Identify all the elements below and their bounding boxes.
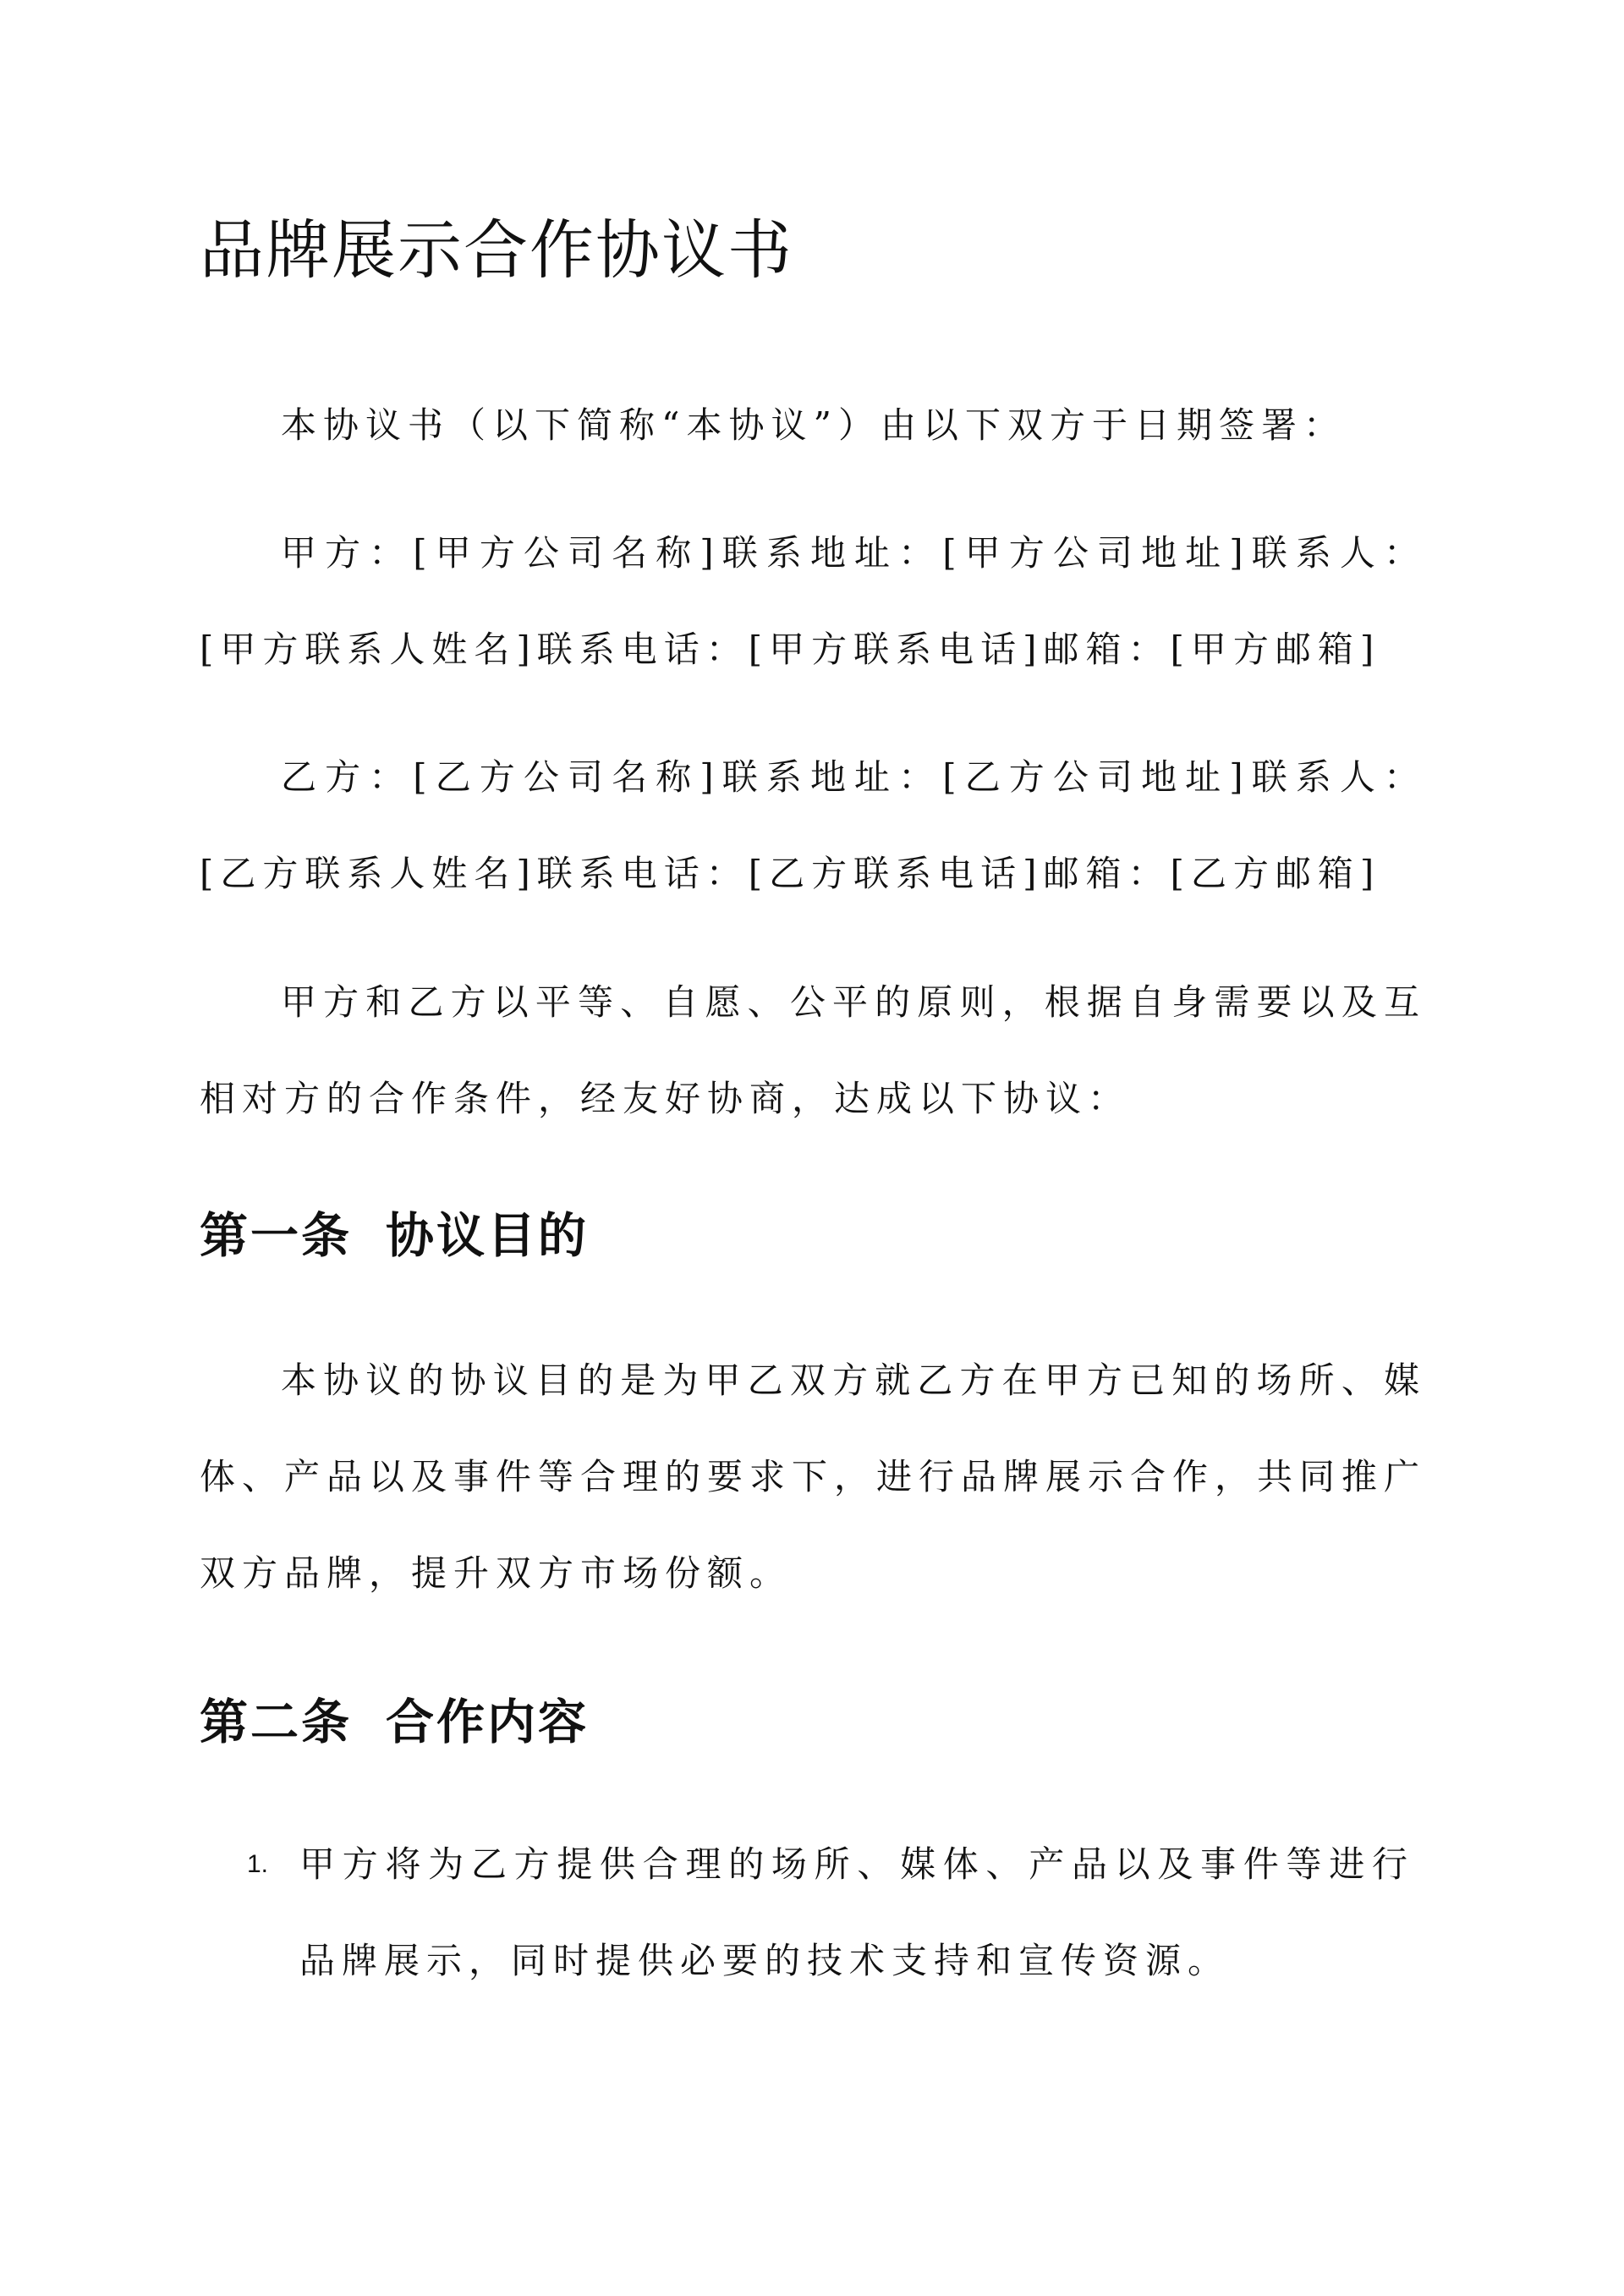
section-1-body: 本协议的协议目的是为甲乙双方就乙方在甲方已知的场所、媒体、产品以及事件等合理的要求下，进行品牌展示合作，共同推广双方品牌，提升双方市场份额。	[200, 1359, 1427, 1594]
intro-paragraph: 本协议书（以下简称“本协议”）由以下双方于日期签署：	[281, 404, 1346, 446]
section-1-number: 第一条	[200, 1207, 352, 1264]
principle-paragraph: 甲方和乙方以平等、自愿、公平的原则，根据自身需要以及互相对方的合作条件，经友好协商，达成以下协议：	[200, 981, 1426, 1119]
section-2-heading	[200, 1684, 589, 1753]
party-b-paragraph: 乙方：[乙方公司名称]联系地址：[乙方公司地址]联系人：[乙方联系人姓名]联系电话：[乙方联系电话]邮箱：[乙方邮箱]	[200, 756, 1426, 894]
list-item-text: 甲方将为乙方提供合理的场所、媒体、产品以及事件等进行品牌展示，同时提供必要的技术支持和宣传资源。	[299, 1843, 1414, 1981]
section-1-heading	[200, 1197, 589, 1266]
list-item	[247, 1816, 1414, 2009]
section-1-title: 协议目的	[386, 1207, 589, 1264]
section-2-number: 第二条	[200, 1694, 352, 1750]
party-a-paragraph: 甲方：[甲方公司名称]联系地址：[甲方公司地址]联系人：[甲方联系人姓名]联系电话：[甲方联系电话]邮箱：[甲方邮箱]	[200, 532, 1426, 670]
document-title: 品牌展示合作协议书	[200, 212, 793, 288]
list-item-number: 1.	[247, 1850, 269, 1878]
section-2-title: 合作内容	[386, 1694, 589, 1750]
